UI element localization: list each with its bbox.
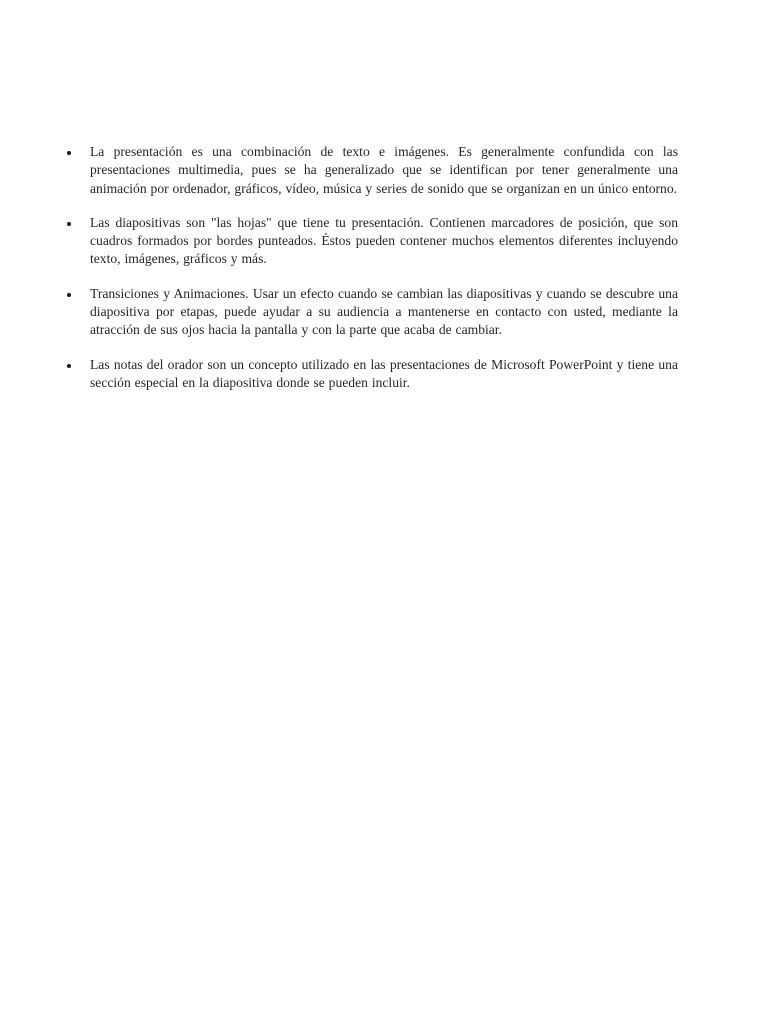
bullet-list: [64, 143, 678, 408]
bullet-item-notas: [64, 356, 678, 393]
bullet-text: Transiciones y Animaciones. Usar un efecto cuando se cambian las diapositivas y cuando se descubre una diapositiva por etapas, puede ayudar a su audiencia a mantenerse en contacto con usted, mediante la atracción de sus ojos hacia la pantalla y con la parte que acaba de cambiar.: [90, 285, 678, 338]
bullet-item-transiciones: [64, 285, 678, 340]
bullet-dot-icon: [67, 151, 71, 155]
bullet-text: Las diapositivas son "las hojas" que tiene tu presentación. Contienen marcadores de posición, que son cuadros formados por bordes punteados. Éstos pueden contener muchos elementos diferentes incluyendo texto, imágenes, gráficos y más.: [90, 214, 678, 267]
bullet-item-presentacion: [64, 143, 678, 198]
bullet-text: La presentación es una combinación de texto e imágenes. Es generalmente confundida con las presentaciones multimedia, pues se ha generalizado que se identifican por tener generalmente una animación por ordenador, gráficos, vídeo, música y series de sonido que se organizan en un único entorno.: [90, 144, 678, 196]
bullet-text: Las notas del orador son un concepto utilizado en las presentaciones de Microsoft PowerPoint y tiene una sección especial en la diapositiva donde se pueden incluir.: [90, 356, 678, 390]
bullet-dot-icon: [67, 222, 71, 226]
bullet-item-diapositivas: [64, 214, 678, 269]
bullet-dot-icon: [67, 364, 71, 368]
bullet-dot-icon: [67, 293, 71, 297]
